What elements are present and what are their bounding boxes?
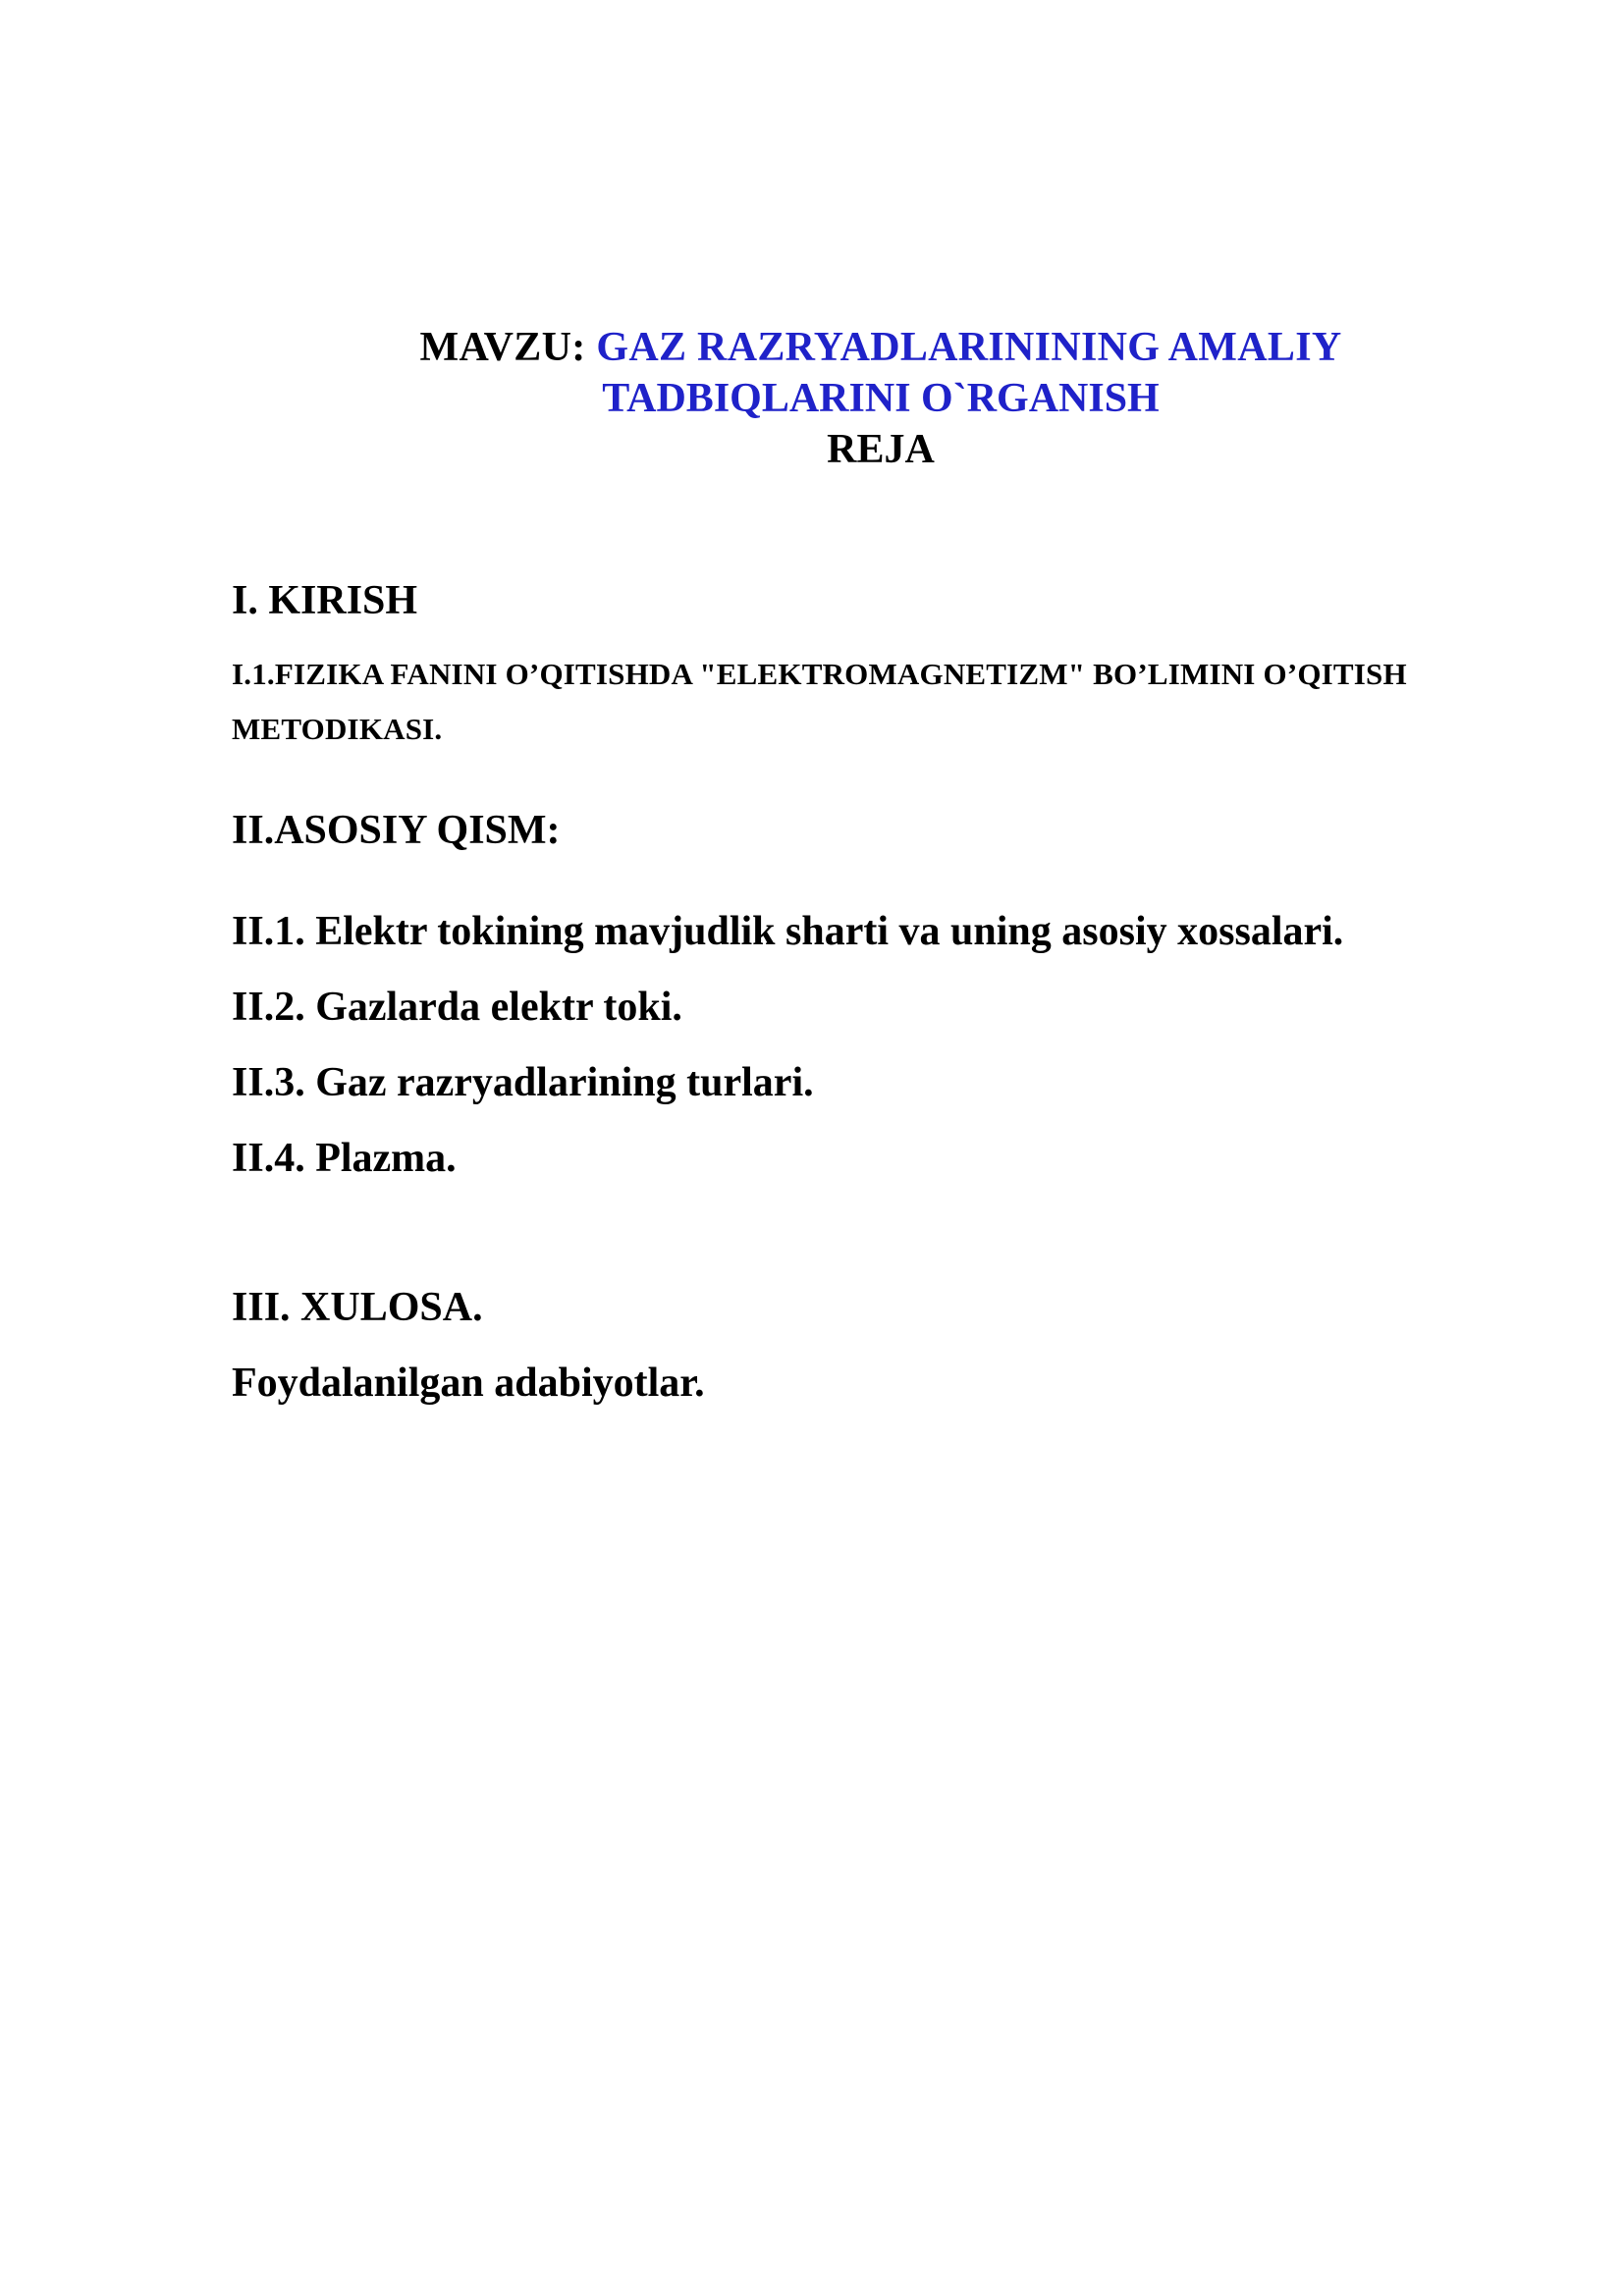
main-part-heading: II.ASOSIY QISM: bbox=[232, 808, 561, 853]
intro-heading: I. KIRISH bbox=[232, 578, 418, 623]
intro-subitem-line-1: I.1.FIZIKA FANINI O’QITISHDA "ELEKTROMAGNETIZM" BO’LIMINI O’QITISH bbox=[232, 657, 1407, 691]
main-subitem-1: II.1. Elektr tokining mavjudlik sharti va uning asosiy xossalari. bbox=[232, 909, 1344, 954]
topic-prefix: MAVZU: bbox=[419, 325, 597, 370]
main-subitem-2: II.2. Gazlarda elektr toki. bbox=[232, 985, 682, 1030]
plan-label: REJA bbox=[827, 427, 935, 472]
references-heading: Foydalanilgan adabiyotlar. bbox=[232, 1361, 705, 1406]
intro-subitem-line-2: METODIKASI. bbox=[232, 712, 443, 746]
main-subitem-4: II.4. Plazma. bbox=[232, 1136, 457, 1181]
main-subitem-3: II.3. Gaz razryadlarining turlari. bbox=[232, 1060, 814, 1105]
topic-title-line-1 bbox=[0, 322, 1624, 373]
topic-name-part-1: GAZ RAZRYADLARININING AMALIY bbox=[596, 325, 1342, 370]
topic-title-line-2: TADBIQLARINI O`RGANISH bbox=[602, 376, 1160, 421]
title-block bbox=[0, 322, 1624, 475]
conclusion-heading: III. XULOSA. bbox=[232, 1285, 483, 1330]
